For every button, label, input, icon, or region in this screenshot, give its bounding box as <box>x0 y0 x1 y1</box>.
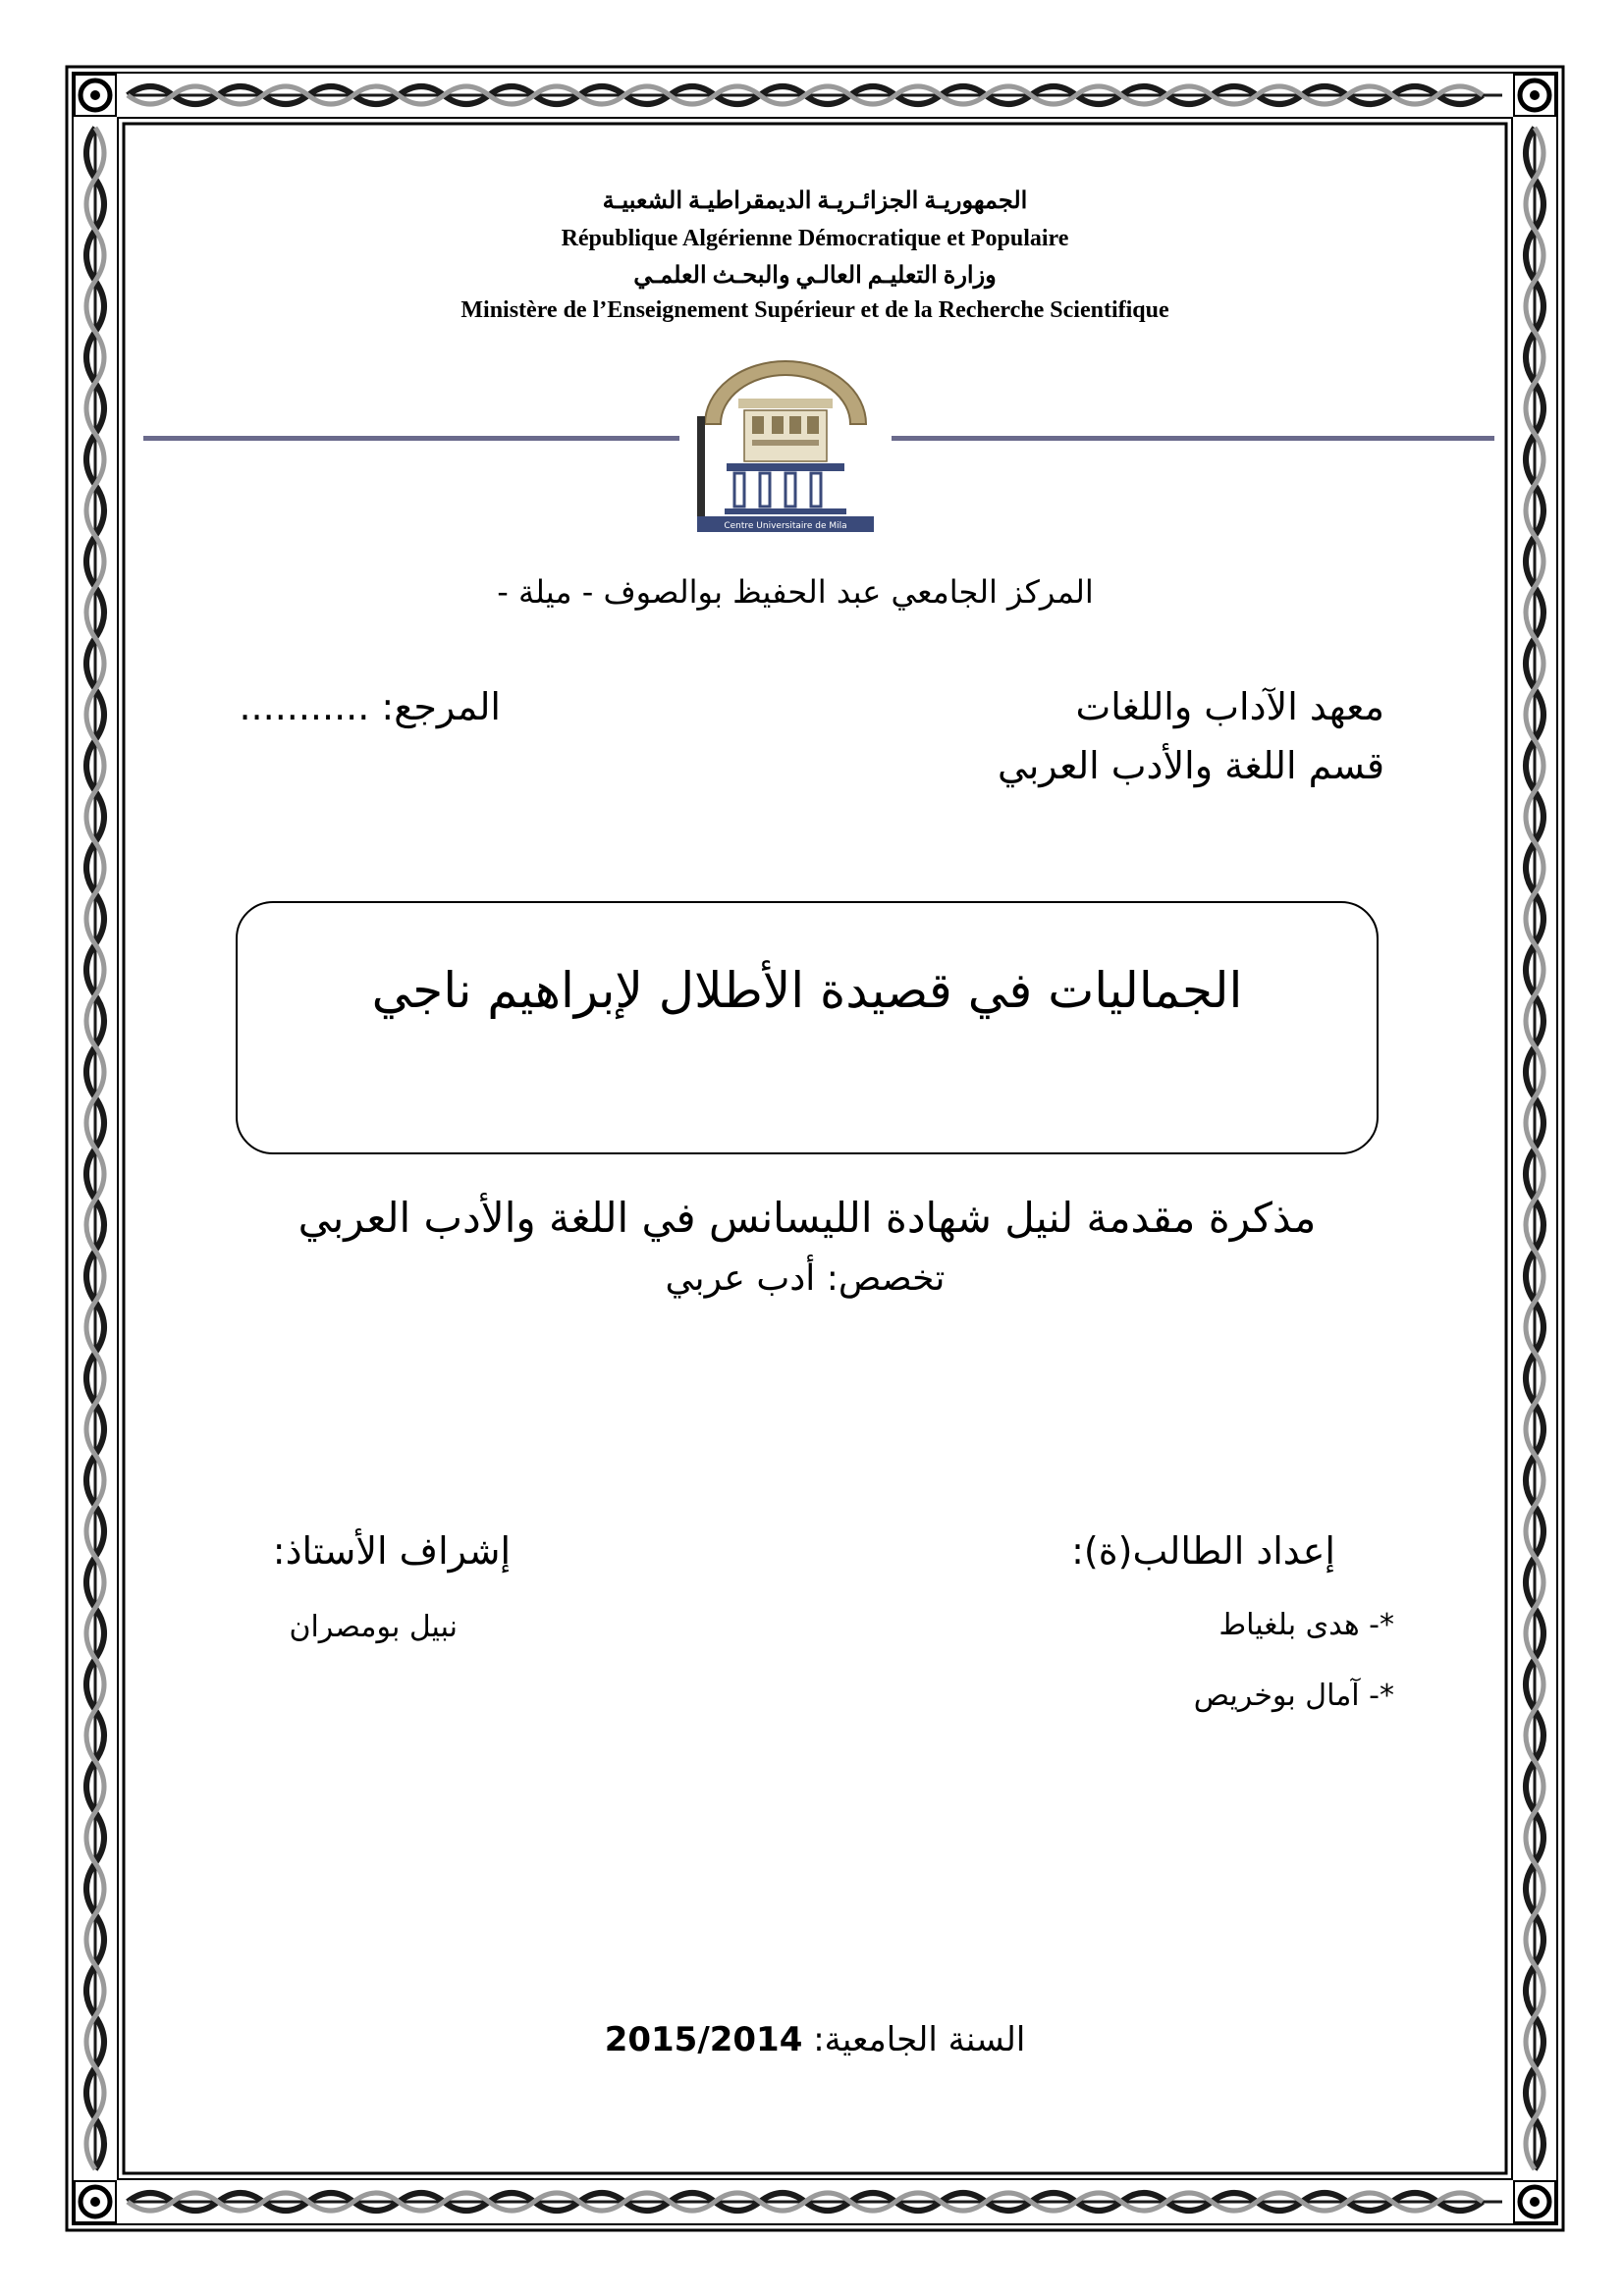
university-logo <box>687 355 884 538</box>
corner-ornament-top-left <box>75 75 116 116</box>
academic-year-label: السنة الجامعية: <box>813 2020 1026 2059</box>
supervisor-name: نبيل بومصران <box>289 1610 458 1644</box>
student-name-2: *- آمال بوخريص <box>1193 1679 1394 1713</box>
corner-ornament-top-right <box>1514 75 1555 116</box>
republic-arabic: الجمهوريـة الجزائـريـة الديمقراطيـة الشعبيـة <box>602 188 1028 214</box>
department-name: قسم اللغة والأدب العربي <box>998 744 1384 787</box>
supervisor-label: إشراف الأستاذ: <box>272 1529 511 1573</box>
degree-statement: مذكرة مقدمة لنيل شهادة الليسانس في اللغة والأدب العربي <box>298 1194 1317 1242</box>
bottom-border-chain <box>128 2193 1502 2211</box>
ministry-arabic: وزارة التعليـم العالـي والبحـث العلمـي <box>633 263 997 289</box>
reference-field: المرجع: ........... <box>239 685 501 728</box>
academic-year <box>412 2020 1218 2059</box>
student-name-1: *- هدى بلغياط <box>1218 1608 1394 1642</box>
thesis-title-box <box>236 901 1379 1154</box>
thesis-title: الجماليات في قصيدة الأطلال لإبراهيم ناجي <box>371 962 1243 1019</box>
republic-french: République Algérienne Démocratique et Populaire <box>561 226 1069 251</box>
header-rule-right <box>892 436 1494 441</box>
header-rule-left <box>143 436 679 441</box>
academic-year-value: 2015/2014 <box>604 2020 803 2059</box>
corner-ornament-bottom-left <box>75 2181 116 2222</box>
specialty: تخصص: أدب عربي <box>665 1258 946 1299</box>
ministry-french: Ministère de l’Enseignement Supérieur et de la Recherche Scientifique <box>460 297 1169 323</box>
institute-name: معهد الآداب واللغات <box>1075 685 1384 728</box>
university-center-name: المركز الجامعي عبد الحفيظ بوالصوف - ميلة - <box>497 573 1094 611</box>
logo-caption: Centre Universitaire de Mila <box>724 521 847 531</box>
top-border-chain <box>128 86 1502 104</box>
students-label: إعداد الطالب(ة): <box>1071 1529 1335 1573</box>
corner-ornament-bottom-right <box>1514 2181 1555 2222</box>
